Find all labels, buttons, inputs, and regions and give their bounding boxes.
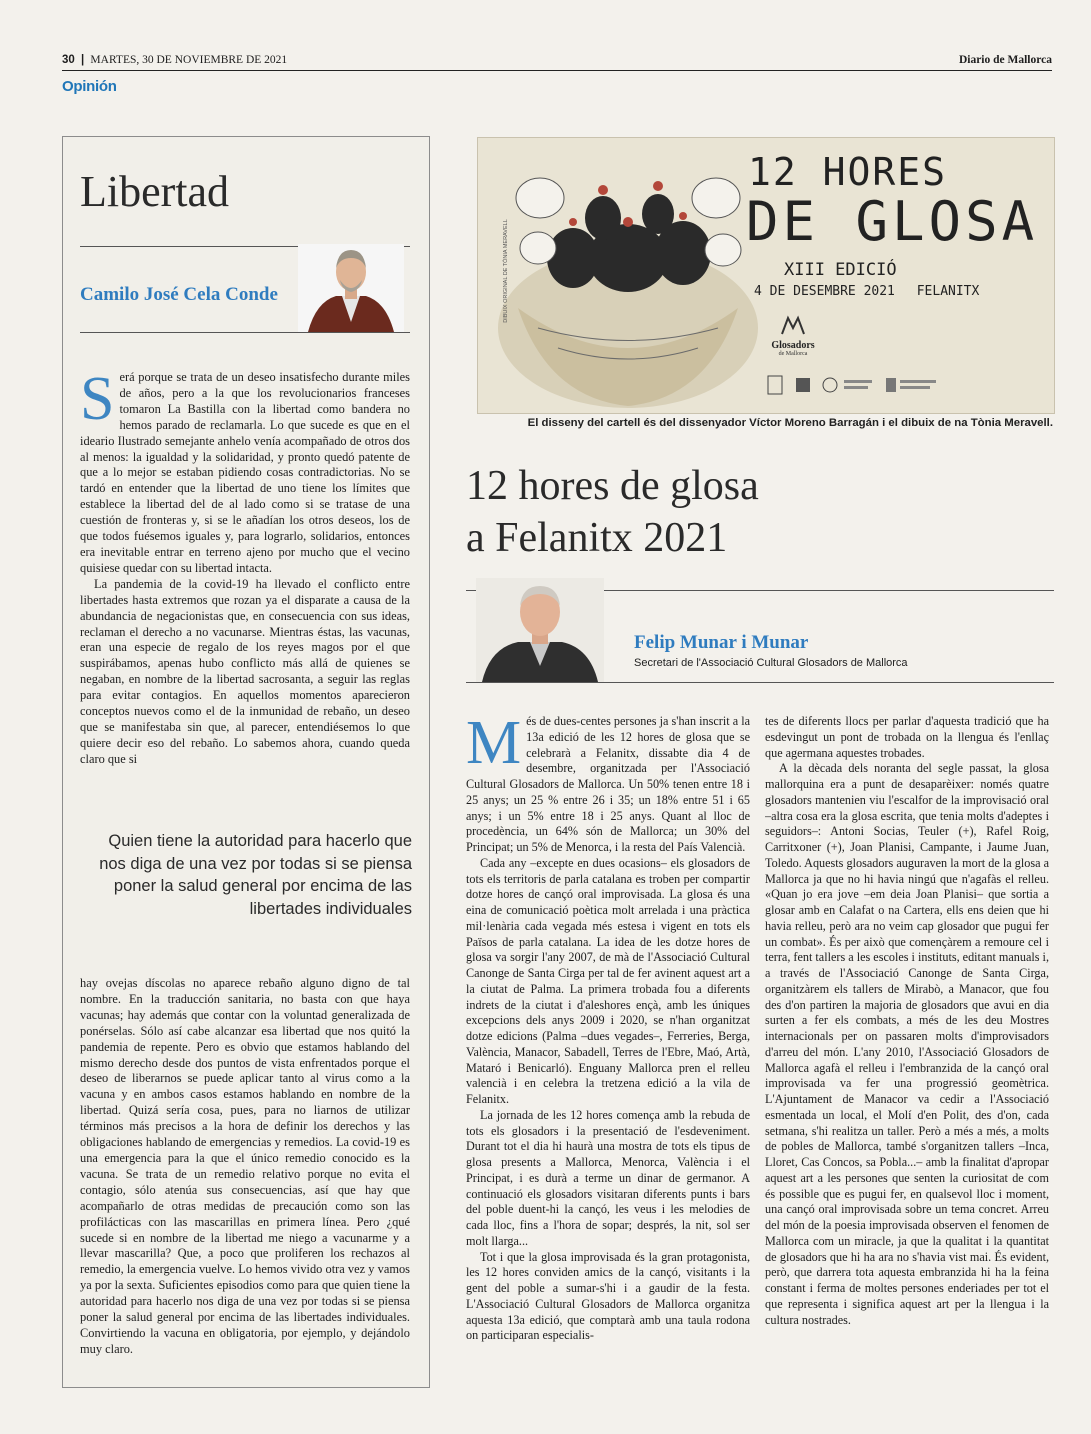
left-paragraph-2: La pandemia de la covid-19 ha llevado el conflicto entre libertades hasta extremos que rozan ya el disparate a causa de la abundancia de negacionistas que, en consecuencia con sus ideas, reclaman el derecho a no vacunarse. Mientras éstas, las vacunas, eran una especie de regalo de los reyes magos por el que suspirábamos, apenas hubo conflicto más allá de quienes se negaban, en nombre de la libertad sacrosanta, a seguir las reglas para evitar contagios. En aquellos momentos aparecieron conceptos nuevos como el de la inmunidad de rebaño, un deseo que se manifestaba sin que, al parecer, entendiésemos lo que quiere decir eso del rebaño. Lo sabemos ahora, cuando queda claro que si bbox=[80, 576, 410, 766]
left-article-title: Libertad bbox=[80, 167, 230, 216]
header-rule bbox=[62, 70, 1052, 71]
author-photo-cela-conde bbox=[298, 244, 404, 332]
left-article-body-part2 bbox=[80, 976, 410, 1376]
author-rule bbox=[80, 332, 410, 333]
glosadors-logo-sub: de Mallorca bbox=[778, 351, 808, 357]
right-col1-p4: Tot i que la glosa improvisada és la gran protagonista, les 12 hores conviden amics de la cançó, visitants i la gent del poble a sumar-s'hi i a gaudir de la festa. L'Associació Cultural Glosadors de Mallorca organitza aquesta 13a edició, que comptarà amb una taula rodona on participaran especialis- bbox=[466, 1249, 750, 1343]
left-paragraph-3: hay ovejas díscolas no aparece rebaño alguno digno de tal nombre. En la traducción sanitaria, no basta con que haya vacunas; hay además que contar con la voluntad generalizada de ponérselas. Sólo así cabe alcanzar esa libertad que nos quitó la pandemia de repente. Pero es obvio que estamos hablando del mismo derecho desde dos puntos de vista enfrentados porque el deseo de liberarnos se puede aplicar tanto al virus como a la vacuna y en ambos casos estamos hablando en nombre de la libertad. Quizá sería cosa, pues, para no liarnos de utilizar términos más precisos a la hora de definir los derechos y las obligaciones hablando de emergencias y remedios. La covid-19 es una emergencia para la que el único remedio conocido es la vacuna. Se trata de un remedio relativo porque no evita el contagio, sólo atenúa sus consecuencias, así que hay que acompañarlo de otras medidas de precaución como son las profilácticas con las mascarillas en primera línea. Pero ¿qué sucede si en nombre de la libertad me niego a vacunarme y a llevar mascarilla? Que, a poco que proliferen los rechazos al remedio, la emergencia vuelve. Lo hemos vivido otra vez y vamos ya por la sexta. Suficientes episodios como para que quien tiene la autoridad para hacerlo nos diga de una vez por todas si se piensa poner la salud general por encima de las libertades individuales. Convirtiendo la vacuna en obligatoria, por ejemplo, y dejándolo muy claro. bbox=[80, 976, 410, 1356]
right-col1-p1: és de dues-centes persones ja s'han inscrit a la 13a edició de les 12 hores de glosa que se celebrarà a Felanitx, dissabte dia 4 de desembre, organitzada per l'Associació Cultural Glosadors de Mallorca. Un 50% tenen entre 18 i 25 anys; un 25 % entre 26 i 35; un 18% entre 51 i 65 anys; i un 5% entre 18 i 25 anys. Quant al lloc de procedència, un 64% són de Mallorca; un 30% del Principat; un 5% de Menorca, i la resta del País Valencià. bbox=[466, 714, 750, 854]
left-author-name: Camilo José Cela Conde bbox=[80, 284, 278, 305]
event-poster bbox=[477, 137, 1055, 414]
left-dropcap: S bbox=[80, 370, 115, 433]
right-author-name: Felip Munar i Munar bbox=[634, 632, 809, 653]
page-header: 30 | MARTES, 30 DE NOVIEMBRE DE 2021 Diario de Mallorca bbox=[62, 54, 1052, 66]
page-number: 30 bbox=[62, 54, 75, 66]
issue-date: MARTES, 30 DE NOVIEMBRE DE 2021 bbox=[90, 54, 288, 66]
poster-title-line1: 12 HORES bbox=[748, 150, 948, 194]
poster-date-text: 4 DE DESEMBRE 2021 bbox=[754, 284, 895, 299]
glosadors-logo bbox=[758, 314, 828, 357]
right-article-col2 bbox=[765, 714, 1049, 1390]
right-col1-p3: La jornada de les 12 hores comença amb la rebuda de tots els glosadors i la presentació de l'esdeveniment. Durant tot el dia hi haurà una mostra de tots els tipus de glosa presents a Mallorca, Menorca, València i el Principat, i es durà a terme un dinar de germanor. A continuació els glosadors visitaran diferents punts i bars del poble duent-hi la cançó, les veus i les melodies de cada lloc, fins a l'hora de sopar; després, la nit, sol ser molt llarga... bbox=[466, 1107, 750, 1248]
sponsor-logos bbox=[760, 372, 1030, 400]
section-label: Opinión bbox=[62, 78, 117, 95]
right-col2-p1: tes de diferents llocs per parlar d'aquesta tradició que ha esdevingut un pont de trobada on la llengua és l'enllaç que agermana aquestes trobades. bbox=[765, 714, 1049, 760]
right-col1-p2: Cada any –excepte en dues ocasions– els glosadors de tots els territoris de parla catalana es troben per compartir dotze hores de cançó oral improvisada. La glosa és una eina de comunicació poètica molt arrelada i una pràctica mil·lenària cada vegada més estesa i vigent en tots els Països de parla catalana. La idea de les dotze hores de glosa va sorgir l'any 2007, de mà de l'Associació Cultural Canonge de Santa Cirga per tal de fer avinent aquest art a la ciutat de Palma. La primera trobada fou a diferents indrets de la ciutat i d'aleshores ençà, amb les úniques excepcions dels anys 2009 i 2020, se n'han organitzat dotze edicions (Palma –dues vegades–, Ferreries, Berga, València, Manacor, Sabadell, Terres de l'Ebre, Maó, Artà, Mataró i Benicarló). Enguany Mallorca pren el relleu valencià i en celebra la tretzena edició a la vila de Felanitx. bbox=[466, 855, 750, 1106]
author-photo-munar bbox=[476, 578, 604, 682]
poster-caption: El disseny del cartell és del dissenyador Víctor Moreno Barragán i el dibuix de na Tònia Meravell. bbox=[527, 417, 1053, 429]
poster-side-credit: DIBUIX ORIGINAL DE TÒNIA MERAVELL bbox=[502, 219, 509, 323]
right-title-line2: a Felanitx 2021 bbox=[466, 515, 728, 561]
poster-title-line2: DE GLOSA bbox=[746, 190, 1039, 253]
poster-place: FELANITX bbox=[916, 284, 980, 299]
glosadors-logo-text: Glosadors bbox=[771, 340, 815, 351]
right-title-line1: 12 hores de glosa bbox=[466, 463, 759, 509]
right-dropcap: M bbox=[466, 714, 522, 777]
right-col2-p2: A la dècada dels noranta del segle passat, la glosa mallorquina era a punt de desaparèixer: només quatre glosadors mantenien viu l'escalfor de la improvisació oral –altra cosa era la glosa escrita, que tenia molts d'adeptes i seguidors–: Antoni Socias, Teuler (+), Rafel Roig, Carritxoner (+), Joan Planisi, Campante, i Jaume Juan, Toledo. Aquests glosadors auguraven la mort de la glosa a Mallorca ja que no hi havia ningú que n'agafàs el relleu. «Quan jo era jove –em deia Joan Planisi– que sortia a glosar amb en Calafat o na Cartera, ells ens deien que hi havia relleu, però ara no veim cap glosador que pugui fer un combat». És per això que començàrem a remoure cel i terra, fent tallers a les escoles i instituts, editant manuals i, a través de l'Associació Canonge de Santa Cirga, organitzàrem els tallers de Mirabò, a Manacor, que fou des d'on partiren la majoria de glosadors que avui en dia surten a fer els combats, a més de les deu Mostres internacionals per on passaren molts d'improvisadors d'arreu del món. L'any 2010, l'Associació Glosadors de Mallorca agafà el relleu i l'embranzida de la cançó oral improvisada va fer una progressió geomètrica. L'Ajuntament de Manacor va cedir a l'Associació esmentada un local, el Molí d'en Polit, des d'on, cada setmana, s'hi realitza un taller. Però a més a més, a molts de pobles de Mallorca, també s'organitzen tallers –Inca, Lloret, Cas Concos, sa Pobla...– amb la finalitat d'apropar aquest art a les persones que senten la curiositat de com és possible que es pugui fer, en qualsevol lloc i moment, una cançó oral improvisada sobre un tema concret. Arreu del món de la poesia improvisada observen el fenomen de Mallorca com un miracle, ja que la qualitat i la quantitat de glosadors que hi ha ara no s'havia vist mai. És evident, però, que darrera tota aquesta embranzida hi ha la feina constant i ferma de moltes persones enderiades per tot el que representa i significa aquest art per la llengua i la cultura nostrades. bbox=[765, 761, 1049, 1327]
right-author-rule bbox=[466, 682, 1054, 683]
right-article-title bbox=[466, 460, 759, 564]
poster-edition: XIII EDICIÓ bbox=[784, 260, 897, 280]
right-article-col1 bbox=[466, 714, 750, 1390]
poster-date bbox=[754, 284, 979, 299]
left-intro-paragraph: erá porque se trata de un deseo insatisfecho durante miles de años, pero a la que los revolucionarios franceses tomaron La Bastilla con la libertad como bandera no hemos parado de reclamarla. Lo que sucede es que en el ideario Ilustrado semejante anhelo venía acompañado de otros dos al menos: la igualdad y la solidaridad, y pronto quedó patente de que a lo mejor se estaban pidiendo cosas contradictorias. No se tardó en entender que la libertad de uno tiene los límites que establece la libertad del de al lado como si se tratase de una cuestión de fronteras y, si se le añadían los otros deseos, los de que todos fuésemos iguales y, para lograrlo, solidarios, entonces era inevitable entrar en terreno ajeno por mucho que el vecino quisiese quedar con su libertad intacta. bbox=[80, 370, 410, 575]
glosadors-logo-icon bbox=[778, 314, 808, 336]
pull-quote: Quien tiene la autoridad para hacerlo que nos diga de una vez por todas si se piensa poner la salud general por encima de las libertades individuales bbox=[99, 832, 412, 918]
right-author-role: Secretari de l'Associació Cultural Glosadors de Mallorca bbox=[634, 657, 908, 669]
newspaper-name: Diario de Mallorca bbox=[958, 54, 1052, 66]
left-article-body-part1 bbox=[80, 370, 410, 778]
